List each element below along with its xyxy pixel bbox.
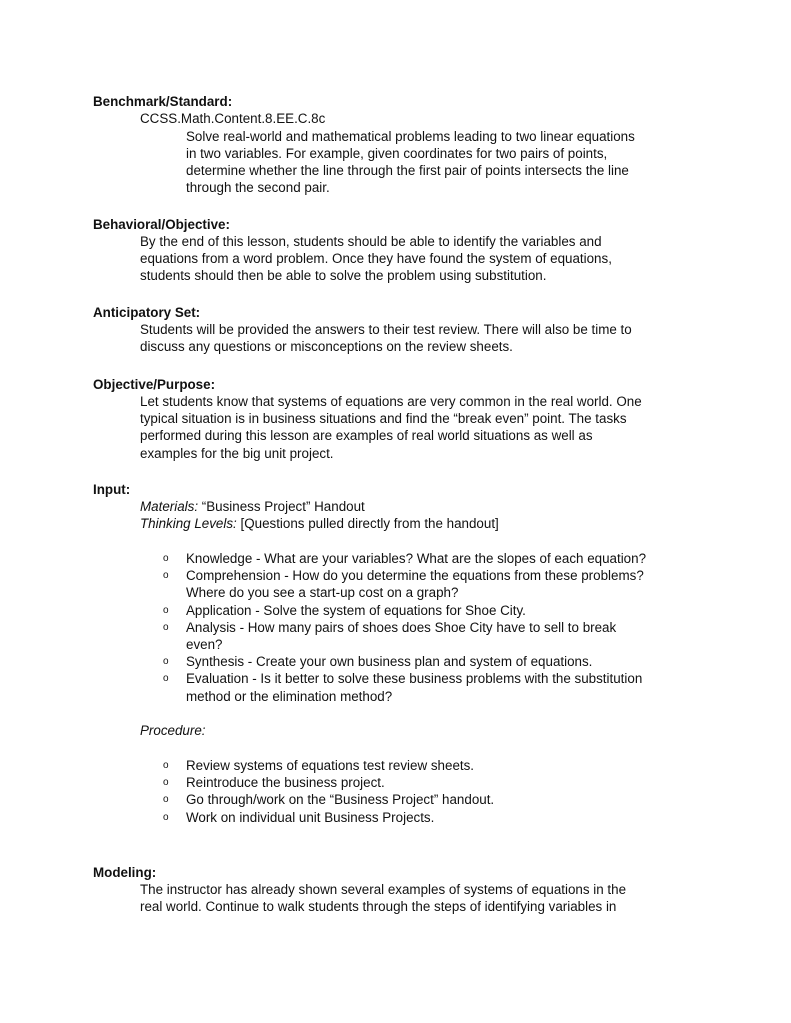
- materials-value: “Business Project” Handout: [198, 499, 365, 514]
- bullet-icon: o: [163, 811, 169, 823]
- materials-label: Materials:: [140, 499, 199, 514]
- anticipatory-text: Students will be provided the answers to their test review. There will also be time to discuss any questions or misconceptions on the review sheets.: [140, 322, 632, 355]
- benchmark-text: Solve real-world and mathematical problems leading to two linear equations in two variables. For example, given coordinates for two pairs of points, determine whether the line through the first pair of points intersects the line through the second pair.: [186, 128, 635, 196]
- bullet-icon: o: [163, 604, 169, 616]
- list-item: o Application - Solve the system of equations for Shoe City.: [163, 602, 526, 618]
- list-item: o Synthesis - Create your own business plan and system of equations.: [163, 654, 593, 670]
- benchmark-heading: Benchmark/Standard:: [93, 94, 233, 109]
- objective-heading: Objective/Purpose:: [93, 377, 216, 392]
- list-item: o Analysis - How many pairs of shoes does Shoe City have to sell to break even?: [163, 619, 617, 653]
- modeling-text: The instructor has already shown several examples of systems of equations in the real world. Continue to walk students through the steps of identifying variables in: [140, 882, 627, 915]
- bullet-icon: o: [163, 656, 169, 668]
- materials-line: [140, 498, 365, 515]
- bullet-icon: o: [163, 621, 169, 633]
- bullet-icon: o: [163, 777, 169, 789]
- list-item: o Review systems of equations test review sheets.: [163, 758, 475, 773]
- bullet-icon: o: [163, 794, 169, 806]
- thinking-levels-line: [140, 515, 499, 532]
- objective-text: Let students know that systems of equations are very common in the real world. One typical situation is in business situations and find the “break even” point. The tasks performed during this lesson are examples of real world situations as well as examples for the big unit project.: [140, 394, 642, 461]
- procedure-label: Procedure:: [140, 723, 206, 738]
- list-item: o Evaluation - Is it better to solve these business problems with the substitution method or the elimination method?: [163, 671, 643, 704]
- list-item: o Reintroduce the business project.: [163, 775, 385, 791]
- list-item: o Work on individual unit Business Projects.: [163, 809, 435, 825]
- list-item: o Comprehension - How do you determine the equations from these problems? Where do you see a start-up cost on a graph?: [163, 568, 644, 601]
- list-item: o Go through/work on the “Business Project” handout.: [163, 792, 495, 808]
- thinking-levels-list: [163, 550, 723, 705]
- modeling-heading: Modeling:: [93, 865, 157, 880]
- bullet-icon: o: [163, 553, 169, 564]
- input-heading: Input:: [93, 482, 131, 497]
- thinking-levels-value: [Questions pulled directly from the handout]: [236, 516, 499, 531]
- benchmark-code: CCSS.Math.Content.8.EE.C.8c: [140, 111, 326, 126]
- bullet-icon: o: [163, 570, 169, 582]
- anticipatory-heading: Anticipatory Set:: [93, 305, 201, 320]
- behavioral-text: By the end of this lesson, students should be able to identify the variables and equations from a word problem. Once they have found the system of equations, students should then be able to solve the problem using substitution.: [140, 234, 612, 284]
- bullet-icon: o: [163, 760, 169, 771]
- thinking-levels-label: Thinking Levels:: [140, 516, 237, 531]
- procedure-list: [163, 757, 723, 826]
- list-item: o Knowledge - What are your variables? What are the slopes of each equation?: [163, 551, 647, 566]
- bullet-icon: o: [163, 673, 169, 685]
- behavioral-heading: Behavioral/Objective:: [93, 217, 230, 232]
